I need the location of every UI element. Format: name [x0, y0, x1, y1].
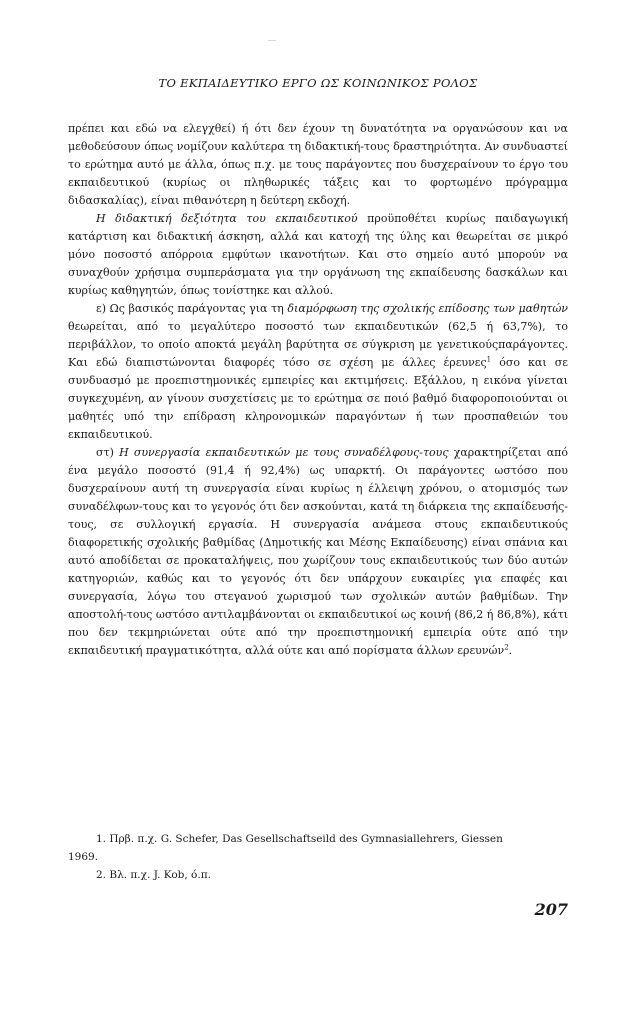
footnote-2 [68, 866, 568, 884]
paragraph-2-text: προϋποθέτει κυρίως παιδαγωγική κατάρτιση και διδακτική άσκηση, αλλά και κατοχή της ύλης και θεωρείται σε μικρό μόνο ποσοστό απόρροια εμφύτων ικανοτήτων. Και στο σημείο αυτό μπορούν να συναχθούν χρήσιμα συμπεράσματα για την οργάνωση της εκπαίδευσης δασκάλων και κυρίως καθηγητών, όπως τονίστηκε και αλλού. [68, 212, 568, 297]
paragraph-3 [68, 300, 568, 444]
footnotes [68, 830, 568, 884]
footnote-ref-1: 1 [486, 355, 492, 364]
paragraph-4-text-a: στ) [96, 446, 120, 459]
footnote-1-author: G. Schefer, [160, 833, 219, 845]
paragraph-2-italic: Η διδακτική δεξιότητα του εκπαιδευτικού [96, 212, 358, 225]
paragraph-3-text-b: θεωρείται, από το μεγαλύτερο ποσοστό των εκπαιδευτικών (62,5 ή 63,7%), το περιβάλλον, το οποίο αποκτά μεγάλη βαρύτητα σε σύγκριση με γενετικούςπαράγοντες. Και εδώ διαπιστώνονται διαφορές τόσο σε σχέση με άλλες έρευνες [68, 320, 568, 369]
footnote-2-text-b: ό.π. [187, 869, 211, 881]
paragraph-3-text-a: ε) Ως βασικός παράγοντας για τη [96, 302, 288, 315]
body-text [68, 120, 568, 660]
paragraph-2 [68, 210, 568, 300]
footnote-2-text-a: 2. Βλ. π.χ. [96, 869, 154, 881]
footnote-1-text-b: Das Gesellschaftseild des Gymnasiallehrers, Giessen [218, 833, 503, 845]
footnote-1-year: 1969. [68, 851, 99, 863]
paragraph-4-end: . [508, 644, 513, 657]
paragraph-3-italic: διαμόρφωση της σχολικής επίδοσης των μαθητών [287, 302, 568, 315]
paragraph-4-text-b: χαρακτηρίζεται από ένα μεγάλο ποσοστό (91,4 ή 92,4%) ως υπαρκτή. Οι παράγοντες ωστόσο που δυσχεραίνουν αυτή τη συνεργασία είναι κυρίως η έλλειψη χρόνου, ο ατομισμός των συναδέλφων-τους και το γεγονός ότι δεν ασκούνται, κατά τη διάρκεια της εκπαίδευσής-τους, σε συλλογική εργασία. Η συνεργασία ανάμεσα στους εκπαιδευτικούς διαφορετικής σχολικής βαθμίδας (Δημοτικής και Μέσης Εκπαίδευσης) είναι σπάνια και αυτό αποδίδεται σε προκαταλήψεις, που χωρίζουν τους εκπαιδευτικούς των δύο αυτών κατηγοριών, καθώς και το γεγονός ότι δεν υπάρχουν ευκαιρίες για επαφές και συνεργασία, λόγω του στεγανού χωρισμού των σχολικών αυτών βαθμίδων. Την αποστολή-τους ωστόσο αντιλαμβάνονται οι εκπαιδευτικοί ως κοινή (86,2 ή 86,8%), κάτι που δεν τεκμηριώνεται ούτε από την προεπιστημονική εμπειρία ούτε από την εκπαιδευτική πραγματικότητα, αλλά ούτε και από πορίσματα άλλων ερευνών [68, 446, 568, 657]
page-number: 207 [534, 900, 568, 919]
paragraph-4-italic: Η συνεργασία εκπαιδευτικών με τους συναδέλφους-τους [119, 446, 449, 459]
footnote-1-text-a: 1. Πρβ. π.χ. [96, 833, 161, 845]
paragraph-1-text: πρέπει και εδώ να ελεγχθεί) ή ότι δεν έχουν τη δυνατότητα να οργανώσουν και να μεθοδεύσουν όπως νομίζουν καλύτερα τη διδακτική-τους δραστηριότητα. Αν συνδυαστεί το ερώτημα αυτό με άλλα, όπως π.χ. με τους παράγοντες που δυσχεραίνουν το έργο του εκπαιδευτικού (κυρίως οι πληθωρικές τάξεις και το φορτωμένο πρόγραμμα διδασκαλίας), είναι πιθανότερη η δεύτερη εκδοχή. [68, 122, 568, 207]
footnote-1 [68, 830, 568, 848]
footnote-2-author: J. Kob, [153, 869, 188, 881]
paragraph-4 [68, 444, 568, 660]
paragraph-3-text-c: όσο και σε συνδυασμό με προεπιστημονικές εμπειρίες και εκτιμήσεις. Εξάλλου, η εικόνα γίνεται συγκεχυμένη, αν γίνουν συσχετίσεις με το ερώτημα σε ποιό βαθμό διαφοροποιούνται οι μαθητές υπό την επίδραση κληρονομικών παραγόντων ή των προσπαθειών του εκπαιδευτικού. [68, 356, 568, 441]
running-title: ΤΟ ΕΚΠΑΙΔΕΥΤΙΚΟ ΕΡΓΟ ΩΣ ΚΟΙΝΩΝΙΚΟΣ ΡΟΛΟΣ [158, 76, 478, 90]
scan-mark [268, 40, 276, 41]
paragraph-1 [68, 120, 568, 210]
footnote-ref-2: 2 [504, 643, 509, 652]
